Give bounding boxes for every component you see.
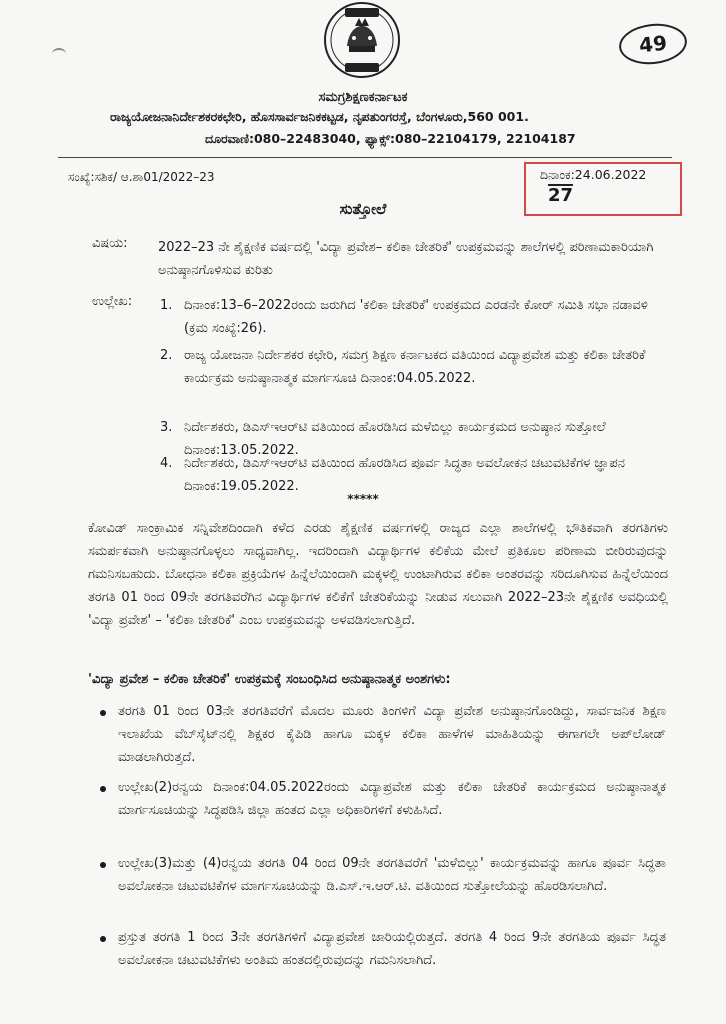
references-label: ಉಲ್ಲೇಖ: (92, 294, 133, 309)
list-item-text: ಉಲ್ಲೇಖ(2)ರನ್ವಯ ದಿನಾಂಕ:04.05.2022ರಂದು ವಿದ್ಯಾಪ್ರವೇಶ ಮತ್ತು ಕಲಿಕಾ ಚೇತರಿಕೆ ಕಾರ್ಯಕ್ರಮದ ಅನುಷ್ಠಾನಾತ್ಮಕ ಮಾರ್ಗಸೂಚಿಯನ್ನು ಸಿದ್ಧಪಡಿಸಿ ಜಿಲ್ಲಾ ಹಂತದ ಎಲ್ಲಾ ಅಧಿಕಾರಿಗಳಿಗೆ ಕಳುಹಿಸಿದೆ. (118, 780, 666, 818)
list-item (100, 852, 666, 898)
reference-text: ದಿನಾಂಕ:13–6–2022ರಂದು ಜರುಗಿದ 'ಕಲಿಕಾ ಚೇತರಿಕೆ' ಉಪಕ್ರಮದ ಎರಡನೇ ಕೋರ್ ಸಮಿತಿ ಸಭಾ ನಡಾವಳಿ (ಕ್ರಮ ಸಂಖ್ಯೆ:26). (184, 298, 648, 336)
list-item-text: ಉಲ್ಲೇಖ(3)ಮತ್ತು (4)ರನ್ವಯ ತರಗತಿ 04 ರಿಂದ 09ನೇ ತರಗತಿವರೆಗೆ 'ಮಳೆಬಿಲ್ಲು' ಕಾರ್ಯಕ್ರಮವನ್ನು ಹಾಗೂ ಪೂರ್ವ ಸಿದ್ಧತಾ ಅವಲೋಕನಾ ಚಟುವಟಿಕೆಗಳ ಮಾರ್ಗಸೂಚಿಯನ್ನು ಡಿ.ಎಸ್.ಇ.ಆರ್.ಟಿ. ವತಿಯಿಂದ ಸುತ್ತೋಲೆಯನ್ನು ಹೊರಡಿಸಲಾಗಿದೆ. (118, 856, 666, 894)
page-number: 49 (617, 21, 689, 68)
header-divider (58, 157, 672, 158)
list-item-text: ತರಗತಿ 01 ರಿಂದ 03ನೇ ತರಗತಿವರೆಗೆ ಮೊದಲ ಮೂರು ತಿಂಗಳಿಗೆ ವಿದ್ಯಾ ಪ್ರವೇಶ ಅನುಷ್ಠಾನಗೊಂಡಿದ್ದು, ಸಾರ್ವಜನಿಕ ಶಿಕ್ಷಣ ಇಲಾಖೆಯ ವೆಬ್‌ಸೈಟ್‌ನಲ್ಲಿ ಶಿಕ್ಷಕರ ಕೈಪಿಡಿ ಹಾಗೂ ಮಕ್ಕಳ ಕಲಿಕಾ ಹಾಳೆಗಳ ಮಾಹಿತಿಯನ್ನು ಈಗಾಗಲೇ ಅಪ್‌ಲೋಡ್ ಮಾಡಲಾಗಿರುತ್ತದೆ. (118, 704, 666, 765)
list-item-text: ಪ್ರಸ್ತುತ ತರಗತಿ 1 ರಿಂದ 3ನೇ ತರಗತಿಗಳಿಗೆ ವಿದ್ಯಾಪ್ರವೇಶ ಜಾರಿಯಲ್ಲಿರುತ್ತದೆ. ತರಗತಿ 4 ರಿಂದ 9ನೇ ತರಗತಿಯ ಪೂರ್ವ ಸಿದ್ಧತ ಅವಲೋಕನಾ ಚಟುವಟಿಕೆಗಳು ಅಂತಿಮ ಹಂತದಲ್ಲಿರುವುದನ್ನು ಗಮನಿಸಲಾಗಿದೆ. (118, 930, 666, 968)
list-item (100, 926, 666, 972)
reference-number-label: 3. (160, 420, 173, 435)
bullet-icon (100, 936, 106, 942)
reference-number-label: 1. (160, 298, 173, 313)
reference-number-label: 4. (160, 456, 173, 471)
reference-text: ನಿರ್ದೇಶಕರು, ಡಿಎಸ್‌ಇಆರ್‌ಟಿ ವತಿಯಿಂದ ಹೊರಡಿಸಿದ ಪೂರ್ವ ಸಿದ್ಧತಾ ಅವಲೋಕನ ಚಟುವಟಿಕೆಗಳ ಜ್ಞಾಪನ ದಿನಾಂಕ:19.05.2022. (184, 456, 625, 494)
reference-text: ರಾಜ್ಯ ಯೋಜನಾ ನಿರ್ದೇಶಕರ ಕಛೇರಿ, ಸಮಗ್ರ ಶಿಕ್ಷಣ ಕರ್ನಾಟಕದ ವತಿಯಿಂದ ವಿದ್ಯಾಪ್ರವೇಶ ಮತ್ತು ಕಲಿಕಾ ಚೇತರಿಕೆ ಕಾರ್ಯಕ್ರಮ ಅನುಷ್ಠಾನಾತ್ಮಕ ಮಾರ್ಗಸೂಚಿ ದಿನಾಂಕ:04.05.2022. (184, 348, 646, 386)
body-paragraph: ಕೋವಿಡ್ ಸಾಂಕ್ರಾಮಿಕ ಸನ್ನಿವೇಶದಿಂದಾಗಿ ಕಳೆದ ಎರಡು ಶೈಕ್ಷಣಿಕ ವರ್ಷಗಳಲ್ಲಿ ರಾಜ್ಯದ ಎಲ್ಲಾ ಶಾಲೆಗಳಲ್ಲಿ ಭೌತಿಕವಾಗಿ ತರಗತಿಗಳು ಸಮರ್ಪಕವಾಗಿ ಅನುಷ್ಠಾನಗೊಳ್ಳಲು ಸಾಧ್ಯವಾಗಿಲ್ಲ. ಇದರಿಂದಾಗಿ ವಿದ್ಯಾರ್ಥಿಗಳ ಕಲಿಕೆಯ ಮೇಲೆ ಪ್ರತಿಕೂಲ ಪರಿಣಾಮ ಬೀರಿರುವುದನ್ನು ಗಮನಿಸಬಹುದು. ಬೋಧನಾ ಕಲಿಕಾ ಪ್ರಕ್ರಿಯೆಗಳ ಹಿನ್ನೆಲೆಯಿಂದಾಗಿ ಮಕ್ಕಳಲ್ಲಿ ಉಂಟಾಗಿರುವ ಕಲಿಕಾ ಅಂತರವನ್ನು ಸರಿದೂಗಿಸುವ ಹಿನ್ನೆಲೆಯಿಂದ ತರಗತಿ 01 ರಿಂದ 09ನೇ ತರಗತಿವರೆಗಿನ ವಿದ್ಯಾರ್ಥಿಗಳ ಕಲಿಕೆಗೆ ಚೇತರಿಕೆಯನ್ನು ನೀಡುವ ಸಲುವಾಗಿ 2022–23ನೇ ಶೈಕ್ಷಣಿಕ ಅವಧಿಯಲ್ಲಿ 'ವಿದ್ಯಾ ಪ್ರವೇಶ' – 'ಕಲಿಕಾ ಚೇತರಿಕೆ' ಎಂಬ ಉಪಕ್ರಮವನ್ನು ಅಳವಡಿಸಲಾಗುತ್ತಿದೆ. (88, 521, 668, 628)
handwritten-number: 27 (548, 185, 574, 206)
list-item (100, 776, 666, 822)
subject-text: 2022–23 ನೇ ಶೈಕ್ಷಣಿಕ ವರ್ಷದಲ್ಲಿ 'ವಿದ್ಯಾ ಪ್ರವೇಶ– ಕಲಿಕಾ ಚೇತರಿಕೆ' ಉಪಕ್ರಮವನ್ನು ಶಾಲೆಗಳಲ್ಲಿ ಪರಿಣಾಮಕಾರಿಯಾಗಿ ಅನುಷ್ಠಾನಗೊಳಿಸುವ ಕುರಿತು (158, 240, 654, 278)
reference-item (160, 294, 670, 340)
reference-number-label: 2. (160, 348, 173, 363)
list-item (100, 700, 666, 769)
section-heading: 'ವಿದ್ಯಾ ಪ್ರವೇಶ – ಕಲಿಕಾ ಚೇತರಿಕೆ' ಉಪಕ್ರಮಕ್ಕೆ ಸಂಬಂಧಿಸಿದ ಅನುಷ್ಠಾನಾತ್ಮಕ ಅಂಶಗಳು: (88, 672, 451, 687)
bullet-icon (100, 862, 106, 868)
document-title: ಸುತ್ತೋಲೆ (339, 200, 387, 218)
government-emblem-icon (319, 0, 405, 80)
bullet-icon (100, 710, 106, 716)
scan-mark (52, 48, 66, 60)
section-separator: ***** (347, 492, 379, 506)
phone-fax: ದೂರವಾಣಿ:080–22483040, ಫ್ಯಾಕ್ಸ್:080–22104179, 22104187 (205, 131, 576, 146)
document-date: ದಿನಾಂಕ:24.06.2022 (540, 167, 647, 182)
reference-number: ಸಂಖ್ಯೆ:ಸಶಿಕ/ ಆ.ಶಾ01/2022–23 (68, 170, 215, 184)
organization-name: ಸಮಗ್ರಶಿಕ್ಷಣಕರ್ನಾಟಕ (318, 90, 408, 105)
reference-item (160, 344, 670, 390)
subject-label: ವಿಷಯ: (92, 236, 128, 251)
reference-text: ನಿರ್ದೇಶಕರು, ಡಿಎಸ್‌ಇಆರ್‌ಟಿ ವತಿಯಿಂದ ಹೊರಡಿಸಿದ ಮಳೆಬಿಲ್ಲು ಕಾರ್ಯಕ್ರಮದ ಅನುಷ್ಠಾನ ಸುತ್ತೋಲೆ ದಿನಾಂಕ:13.05.2022. (184, 420, 606, 458)
bullet-icon (100, 786, 106, 792)
office-address: ರಾಜ್ಯಯೋಜನಾನಿರ್ದೇಶಕರಕಛೇರಿ, ಹೊಸಸಾರ್ವಜನಿಕಕಟ್ಟಡ, ನೃಪತುಂಗರಸ್ತೆ, ಬೆಂಗಳೂರು,560 001. (110, 109, 529, 124)
